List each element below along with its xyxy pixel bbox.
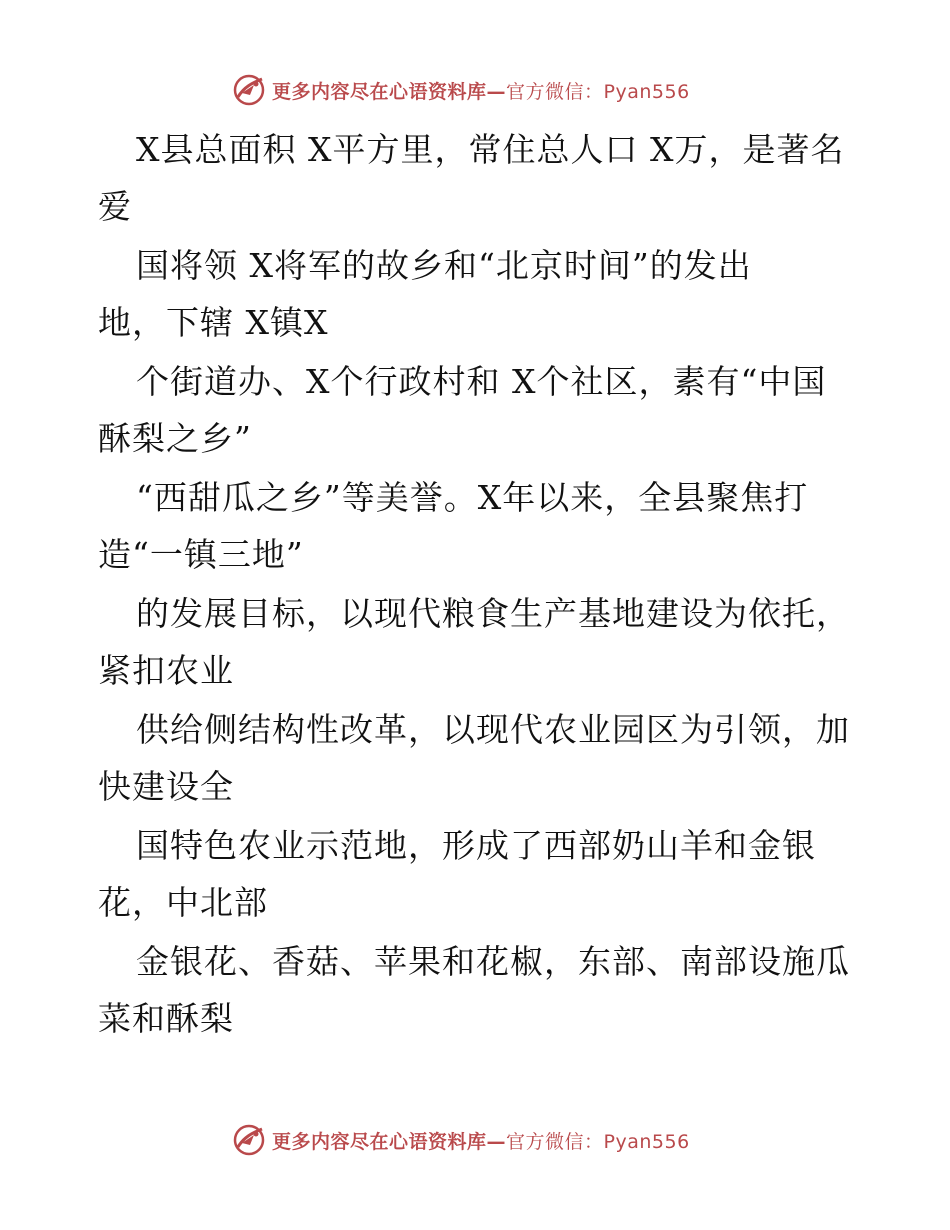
watermark-wechat: 官方微信：Pyan556 — [506, 1130, 690, 1153]
paragraph-line: 个街道办、X个行政村和 X个社区，素有“中国 — [136, 362, 827, 401]
footer-watermark — [232, 1120, 690, 1160]
paragraph-line: 地，下辖 X镇X — [98, 303, 329, 342]
paragraph-line: 菜和酥梨 — [98, 999, 234, 1038]
header-watermark — [232, 70, 690, 110]
paragraph-line: 国特色农业示范地，形成了西部奶山羊和金银 — [136, 826, 816, 865]
paragraph-line: 供给侧结构性改革，以现代农业园区为引领，加 — [136, 710, 850, 749]
paragraph-line: 紧扣农业 — [98, 651, 234, 690]
paragraph-line: 国将领 X将军的故乡和“北京时间”的发出 — [136, 246, 752, 285]
paragraph-line: 造“一镇三地” — [98, 535, 304, 574]
seal-logo-icon — [232, 73, 266, 107]
paragraph-line: 的发展目标，以现代粮食生产基地建设为依托， — [136, 594, 850, 633]
watermark-text — [272, 77, 690, 104]
watermark-main: 更多内容尽在心语资料库 — [272, 1130, 487, 1153]
watermark-main: 更多内容尽在心语资料库 — [272, 80, 487, 103]
seal-logo-icon — [232, 1123, 266, 1157]
watermark-text — [272, 1127, 690, 1154]
watermark-separator: — — [486, 1130, 507, 1153]
paragraph-line: “西甜瓜之乡”等美誉。X年以来，全县聚焦打 — [136, 478, 809, 517]
paragraph-line: X县总面积 X平方里，常住总人口 X万，是著名 — [136, 130, 845, 169]
paragraph-line: 金银花、香菇、苹果和花椒，东部、南部设施瓜 — [136, 942, 850, 981]
paragraph-line: 酥梨之乡” — [98, 419, 252, 458]
watermark-separator: — — [486, 80, 507, 103]
paragraph-line: 快建设全 — [98, 767, 234, 806]
watermark-wechat: 官方微信：Pyan556 — [506, 80, 690, 103]
paragraph-line: 花，中北部 — [98, 883, 268, 922]
paragraph-line: 爱 — [98, 187, 132, 226]
